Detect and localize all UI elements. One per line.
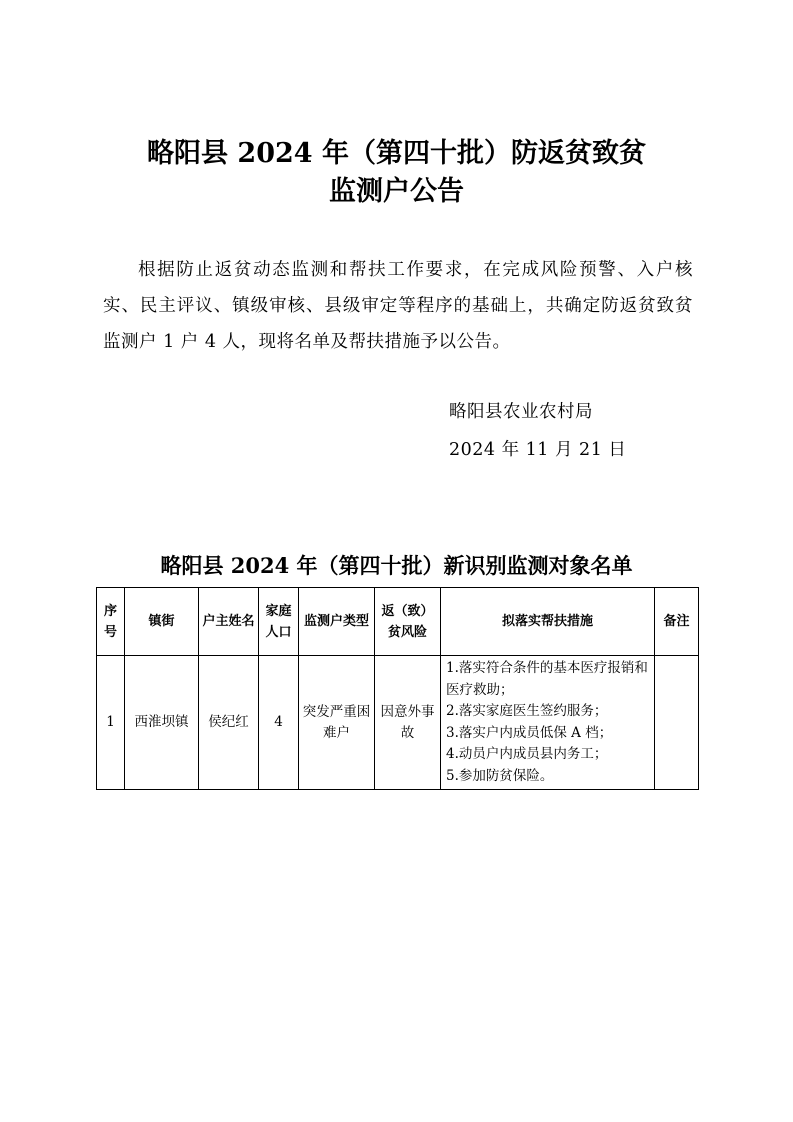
header-risk: 返（致）贫风险	[375, 588, 441, 656]
header-measures: 拟落实帮扶措施	[441, 588, 655, 656]
cell-type: 突发严重困难户	[299, 656, 375, 790]
measure-item: 1.落实符合条件的基本医疗报销和医疗救助；	[446, 660, 648, 698]
notice-body-paragraph: 根据防止返贫动态监测和帮扶工作要求，在完成风险预警、入户核实、民主评议、镇级审核、县级审定等程序的基础上，共确定防返贫致贫监测户 1 户 4 人，现将名单及帮扶措施予以公告。	[103, 260, 693, 352]
table-row	[97, 656, 699, 790]
cell-measures	[441, 656, 655, 790]
header-town: 镇街	[125, 588, 199, 656]
cell-index: 1	[97, 656, 125, 790]
measure-item: 4.动员户内成员县内务工；	[446, 746, 608, 762]
cell-householder: 侯纪红	[199, 656, 259, 790]
header-type: 监测户类型	[299, 588, 375, 656]
header-remark: 备注	[655, 588, 699, 656]
issuing-organization: 略阳县农业农村局	[449, 402, 593, 422]
header-householder: 户主姓名	[199, 588, 259, 656]
table-title: 略阳县 2024 年（第四十批）新识别监测对象名单	[160, 553, 633, 578]
header-index: 序号	[97, 588, 125, 656]
measure-item: 5.参加防贫保险。	[446, 767, 554, 784]
header-family-size: 家庭人口	[259, 588, 299, 656]
cell-town: 西淮坝镇	[125, 656, 199, 790]
monitoring-list-table	[96, 587, 699, 790]
cell-risk: 因意外事故	[375, 656, 441, 790]
issue-date: 2024 年 11 月 21 日	[449, 440, 627, 460]
measure-item: 3.落实户内成员低保 A 档；	[446, 724, 613, 741]
cell-remark	[655, 656, 699, 790]
notice-title-line1: 略阳县 2024 年（第四十批）防返贫致贫	[147, 138, 646, 169]
cell-family-size: 4	[259, 656, 299, 790]
measure-item: 2.落实家庭医生签约服务；	[446, 703, 608, 719]
table-header-row	[97, 588, 699, 656]
notice-title-line2: 监测户公告	[329, 176, 464, 207]
